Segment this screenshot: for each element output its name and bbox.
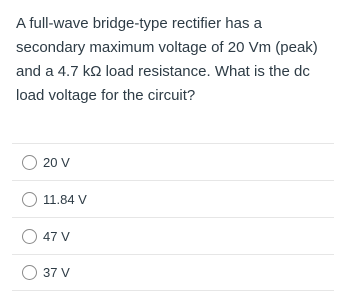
answer-label: 47 V bbox=[43, 228, 70, 244]
answer-option-1[interactable] bbox=[12, 143, 334, 180]
answer-option-3[interactable] bbox=[12, 217, 334, 254]
answer-option-4[interactable] bbox=[12, 254, 334, 291]
answer-label: 11.84 V bbox=[43, 191, 87, 207]
answer-label: 37 V bbox=[43, 265, 70, 280]
radio-button[interactable] bbox=[22, 265, 37, 280]
question-text: A full-wave bridge-type rectifier has a secondary maximum voltage of 20 Vm (peak) and a 4.7 kΩ load resistance. What is the dc load voltage for the circuit? bbox=[16, 15, 318, 104]
radio-button[interactable] bbox=[22, 229, 37, 244]
answer-label: 20 V bbox=[43, 154, 70, 170]
answer-options bbox=[12, 143, 334, 291]
answer-option-2[interactable] bbox=[12, 180, 334, 217]
radio-button[interactable] bbox=[22, 155, 37, 170]
radio-button[interactable] bbox=[22, 192, 37, 207]
